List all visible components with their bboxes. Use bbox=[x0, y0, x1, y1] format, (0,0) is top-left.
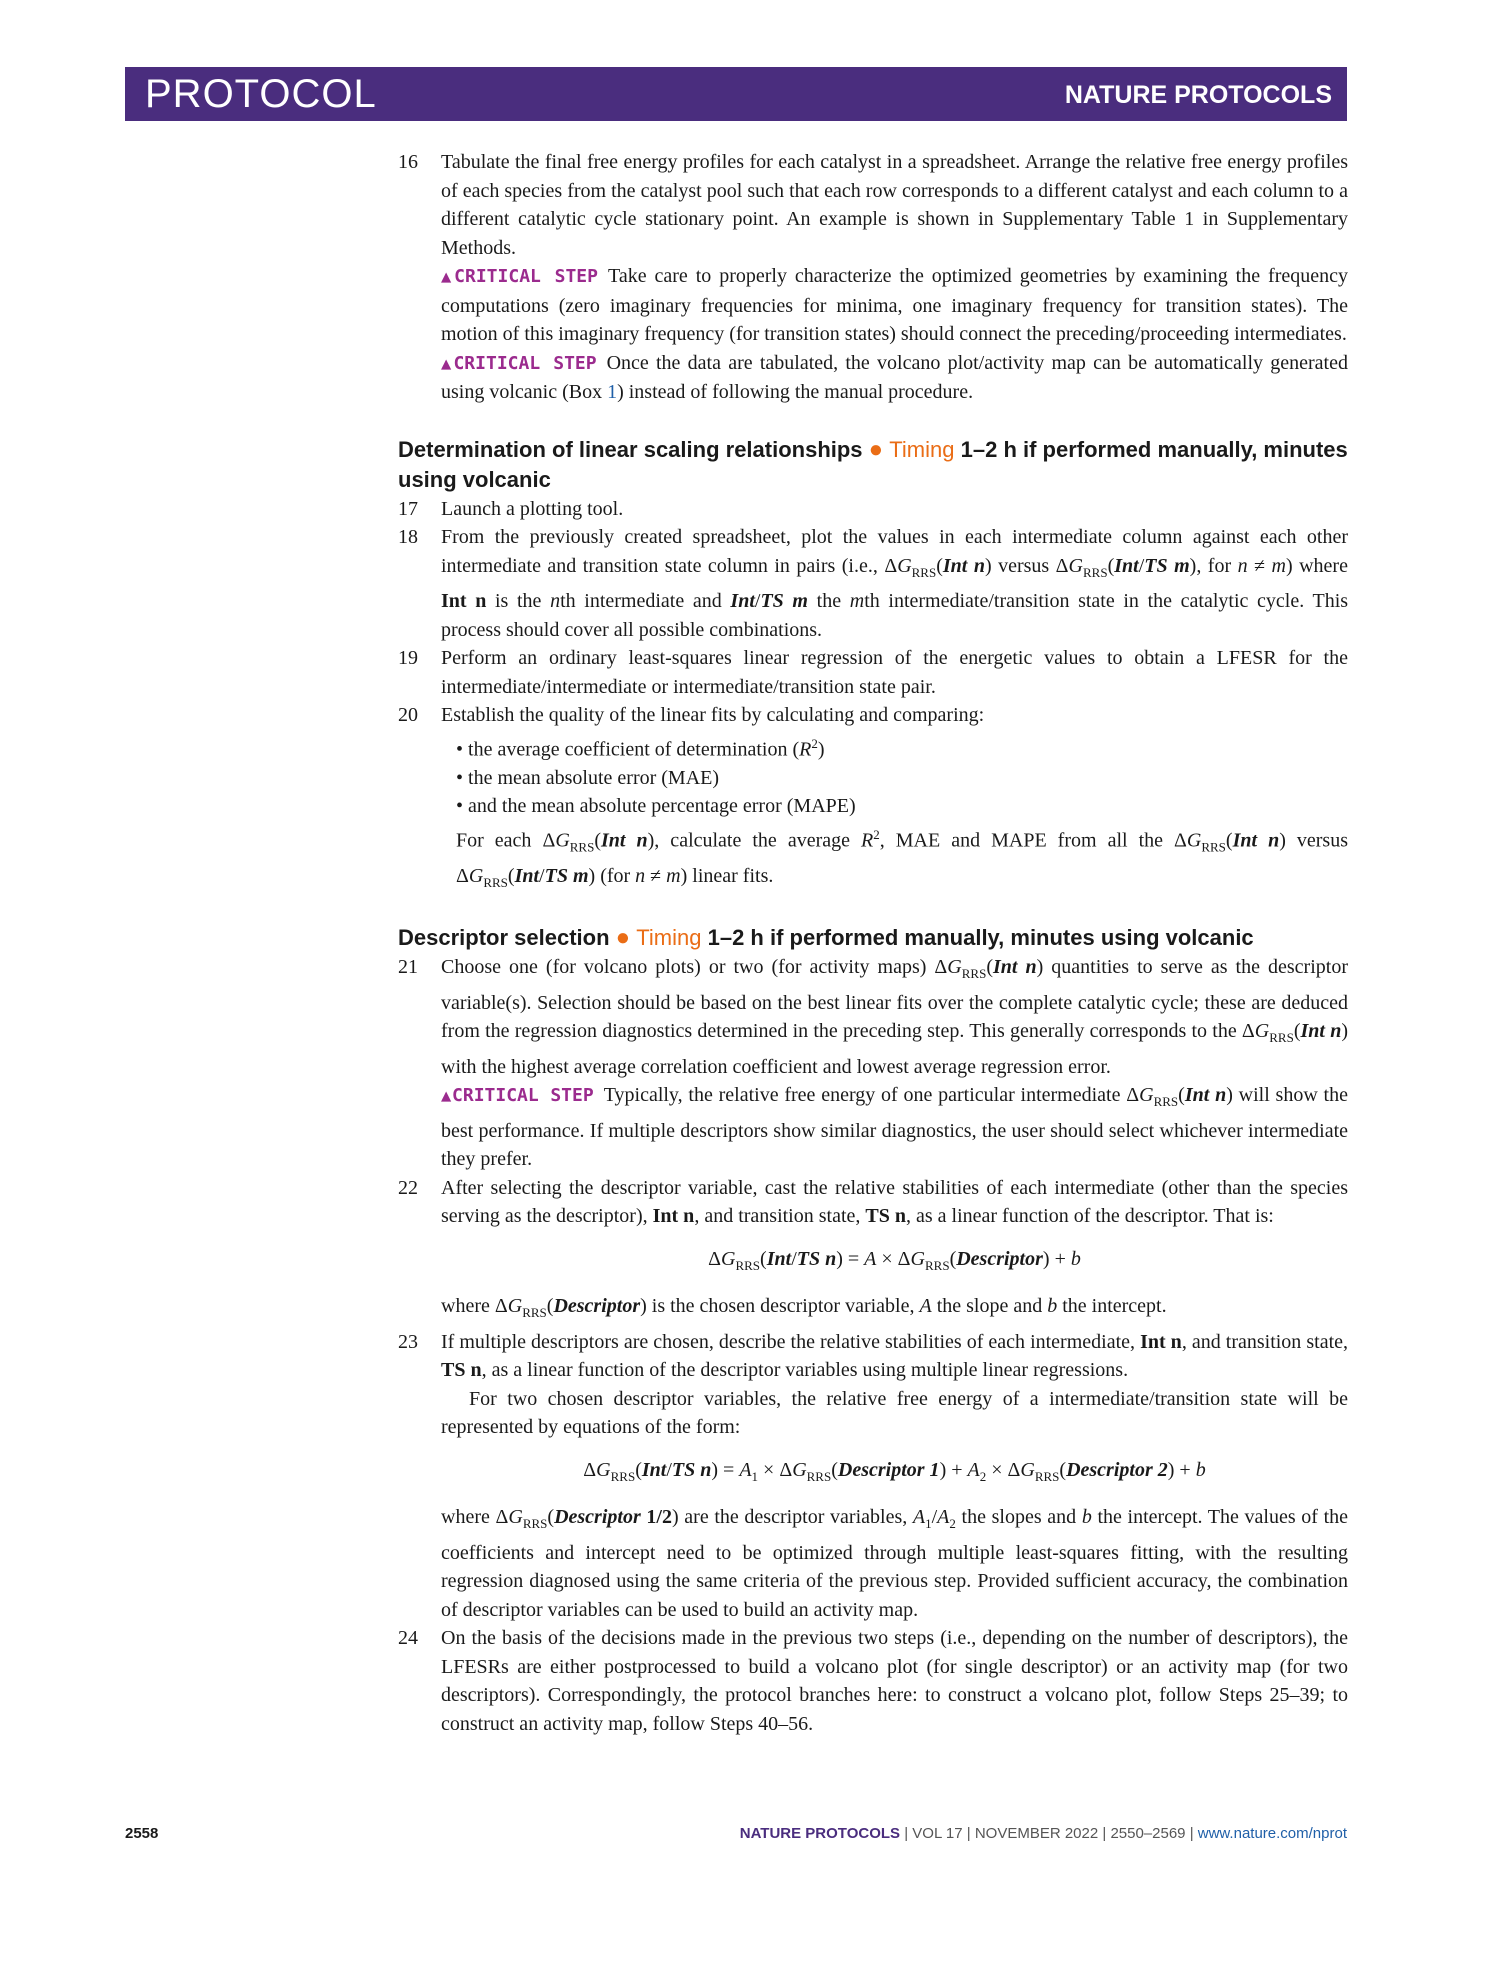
timing-dot-icon: ● bbox=[868, 435, 884, 463]
bullet-item: • the mean absolute error (MAE) bbox=[456, 766, 720, 789]
timing-dot-icon: ● bbox=[615, 924, 631, 952]
critical-step: ▲CRITICAL STEP Once the data are tabulated, the volcano plot/activity map can be automatically generated using volcanic (Box 1) instead of following the manual procedure. bbox=[441, 351, 1348, 403]
step-23: 23 If multiple descriptors are chosen, describe the relative stabilities of each intermediate, Int n, and transition state, TS n, as a linear function of the descriptor variables using multiple linear regressions. For two chosen descriptor variables, the relative free energy of a intermediate/transition state will be represented by equations of the form: $\Delta G_{RRS}(Int/TS$ $n) = A_1$ × $\Delta G_{RRS}(Descriptor$ $1) + A_2$ × $\Delta G_{RRS}(Descriptor$ 2) + b where $\Delta G_{RRS}(Descriptor$ 1/2) are the descriptor variables, $A_1/A_2$ the slopes and b the intercept. The values of the coefficients and intercept need to be optimized through multiple least-squares fitting, with the resulting regression diagnosed using the same criteria of the previous step. Provided sufficient accuracy, the combination of descriptor variables can be used to build an activity map. bbox=[398, 1330, 1349, 1621]
bullet-item: • and the mean absolute percentage error (MAPE) bbox=[456, 795, 856, 818]
equation: $\Delta G_{RRS}(Int/TS$ $n) = A_1$ × $\Delta G_{RRS}(Descriptor$ $1) + A_2$ × $\Delta G_{RRS}(Descriptor$ 2) + b bbox=[583, 1458, 1206, 1484]
step-21: 21 Choose one (for volcano plots) or two (for activity maps) $\Delta G_{RRS}(Int$ n) quantities to serve as the descriptor variable(s). Selection should be based on the best linear fits over the complete catalytic cycle; these are deduced from the regression diagnostics determined in the preceding step. This generally corresponds to the $\Delta G_{RRS}(Int$ n) with the highest average correlation coefficient and lowest average regression error. ▲CRITICAL STEP Typically, the relative free energy of one particular intermediate $\Delta G_{RRS}(Int$ n) will show the best performance. If multiple descriptors show similar diagnostics, the user should select whichever intermediate they prefer. bbox=[398, 953, 1348, 1174]
step-16 bbox=[398, 148, 1348, 407]
section-label: PROTOCOL bbox=[145, 72, 377, 116]
box-link[interactable]: 1 bbox=[607, 381, 618, 403]
critical-step: ▲CRITICAL STEP Take care to properly characterize the optimized geometries by examining the frequency computations (zero imaginary frequencies for minima, one imaginary frequency for transition states). The motion of this imaginary frequency (for transition states) should connect the preceding/proceeding intermediates. bbox=[441, 265, 1348, 345]
step-22: 22 After selecting the descriptor variable, cast the relative stabilities of each intermediate (other than the species serving as the descriptor), Int n, and transition state, TS n, as a linear function of the descriptor. That is: $\Delta G_{RRS}(Int/TS$ $n) = A \times \Delta G_{RRS}(Descriptor) + b$ where $\Delta G_{RRS}(Descriptor)$ is the chosen descriptor variable, A the slope and b the intercept. bbox=[398, 1176, 1348, 1321]
step-20: 20 Establish the quality of the linear fits by calculating and comparing: • the average coefficient of determination $(R^2)$ • the mean absolute error (MAE) • and the mean absolute percentage error (MAPE) For each $\Delta G_{RRS}(Int$ n), calculate the average $R^2$, MAE and MAPE from all the $\Delta G_{RRS}(Int$ n) versus $\Delta G_{RRS}(Int/TS$ m) (for n ≠ m) linear fits. bbox=[398, 704, 1348, 890]
equation: $\Delta G_{RRS}(Int/TS$ $n) = A \times \Delta G_{RRS}(Descriptor) + b$ bbox=[708, 1247, 1081, 1273]
step-number: 16 bbox=[398, 151, 418, 173]
bullet-item: • the average coefficient of determination $(R^2)$ bbox=[456, 735, 825, 761]
journal-name: NATURE PROTOCOLS bbox=[1064, 81, 1332, 109]
triangle-icon: ▲ bbox=[441, 353, 454, 374]
article-body bbox=[398, 148, 1348, 1738]
triangle-icon: ▲ bbox=[441, 1086, 453, 1107]
triangle-icon: ▲ bbox=[441, 267, 455, 287]
citation: NATURE PROTOCOLS | VOL 17 | NOVEMBER 2022 | 2550–2569 | www.nature.com/nprot bbox=[739, 1825, 1347, 1842]
critical-step: ▲CRITICAL STEP Typically, the relative free energy of one particular intermediate $\Delta G_{RRS}(Int$ n) will show the best performance. If multiple descriptors show similar diagnostics, the user should select whichever intermediate they prefer. bbox=[441, 1084, 1348, 1171]
journal-url[interactable]: www.nature.com/nprot bbox=[1197, 1825, 1347, 1842]
step-17: 17 Launch a plotting tool. bbox=[398, 497, 624, 520]
section-heading: Descriptor selection ● Timing 1–2 h if performed manually, minutes using volcanic bbox=[398, 924, 1254, 952]
step-18: 18 From the previously created spreadsheet, plot the values in each intermediate column against each other intermediate and transition state column in pairs (i.e., $\Delta G_{RRS}(Int$ n) versus $\Delta G_{RRS}(Int/TS$ m), for n ≠ m) where Int n is the nth intermediate and Int/TS m the mth intermediate/transition state in the catalytic cycle. This process should cover all possible combinations. bbox=[398, 526, 1349, 641]
step-24: 24 On the basis of the decisions made in the previous two steps (i.e., depending on the number of descriptors), the LFESRs are either postprocessed to build a volcano plot (for single descriptor) or an activity map (for two descriptors). Correspondingly, the protocol branches here: to construct a volcano plot, follow Steps 25–39; to construct an activity map, follow Steps 40–56. bbox=[398, 1627, 1348, 1735]
section-heading: Determination of linear scaling relationships ● Timing 1–2 h if performed manually, minutes using volcanic bbox=[398, 435, 1348, 492]
step-text: Tabulate the final free energy profiles for each catalyst in a spreadsheet. Arrange the relative free energy profiles of each species from the catalyst pool such that each row corresponds to a different catalyst and each column to a different catalytic cycle stationary point. An example is shown in Supplementary Table 1 in Supplementary Methods. bbox=[441, 151, 1348, 259]
page-number: 2558 bbox=[125, 1825, 159, 1842]
header-banner bbox=[125, 67, 1347, 121]
page-footer bbox=[125, 1825, 1347, 1845]
step-19: 19 Perform an ordinary least-squares linear regression of the energetic values to obtain a LFESR for the intermediate/intermediate or intermediate/transition state pair. bbox=[398, 647, 1348, 698]
